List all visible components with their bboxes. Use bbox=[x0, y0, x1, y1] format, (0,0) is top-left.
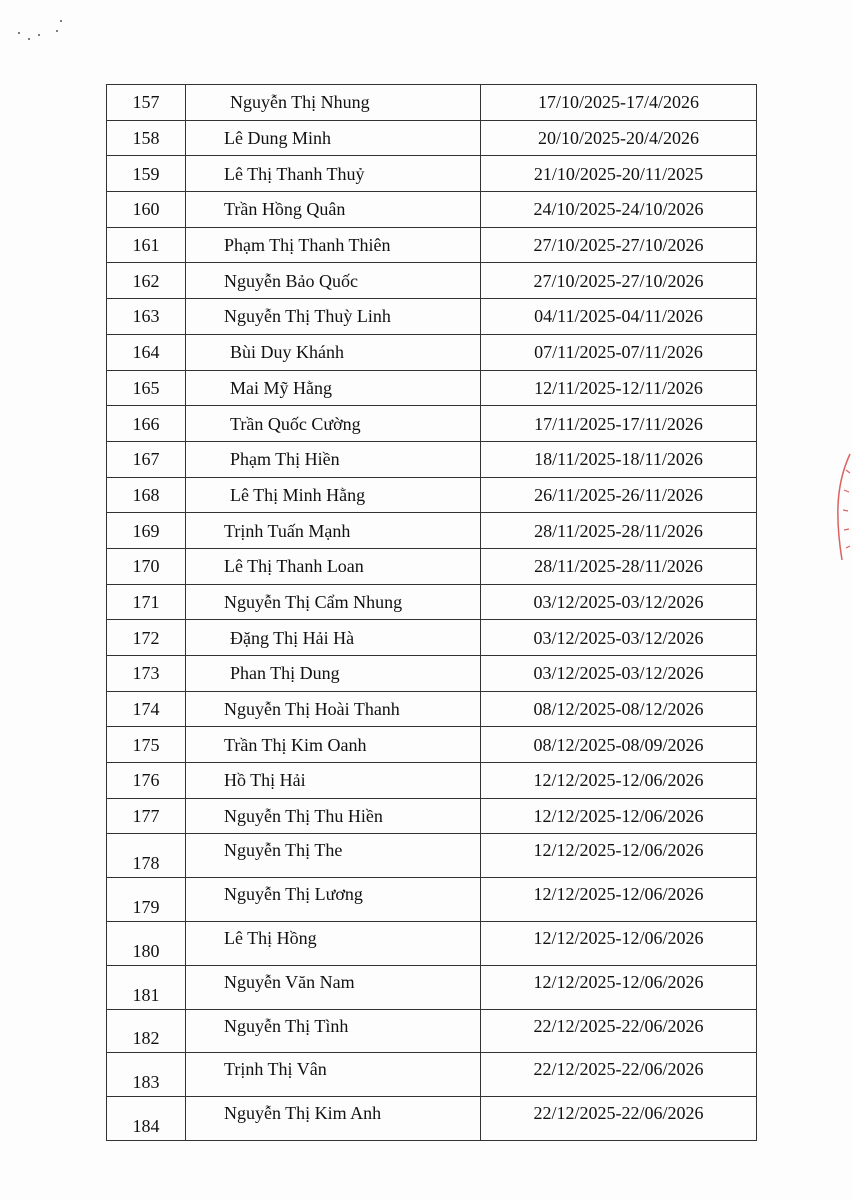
table-row bbox=[107, 263, 757, 299]
row-number-cell: 180 bbox=[107, 922, 186, 966]
period-cell: 27/10/2025-27/10/2026 bbox=[481, 263, 757, 299]
row-number-cell: 183 bbox=[107, 1053, 186, 1097]
person-name-cell: Lê Dung Minh bbox=[186, 120, 481, 156]
person-name-cell: Nguyễn Thị Nhung bbox=[186, 85, 481, 121]
period-cell: 12/11/2025-12/11/2026 bbox=[481, 370, 757, 406]
period-cell: 28/11/2025-28/11/2026 bbox=[481, 548, 757, 584]
person-name-cell: Trần Thị Kim Oanh bbox=[186, 727, 481, 763]
row-number-cell: 176 bbox=[107, 763, 186, 799]
person-name-cell: Nguyễn Thị Thuỳ Linh bbox=[186, 299, 481, 335]
row-number-cell: 161 bbox=[107, 227, 186, 263]
table-row bbox=[107, 922, 757, 966]
person-name-cell: Phan Thị Dung bbox=[186, 656, 481, 692]
person-name-cell: Trịnh Thị Vân bbox=[186, 1053, 481, 1097]
period-cell: 22/12/2025-22/06/2026 bbox=[481, 1053, 757, 1097]
row-number-cell: 171 bbox=[107, 584, 186, 620]
period-cell: 12/12/2025-12/06/2026 bbox=[481, 878, 757, 922]
row-number-cell: 159 bbox=[107, 156, 186, 192]
table-row bbox=[107, 620, 757, 656]
row-number-cell: 165 bbox=[107, 370, 186, 406]
period-cell: 28/11/2025-28/11/2026 bbox=[481, 513, 757, 549]
table-row bbox=[107, 727, 757, 763]
row-number-cell: 175 bbox=[107, 727, 186, 763]
period-cell: 18/11/2025-18/11/2026 bbox=[481, 441, 757, 477]
row-number-cell: 174 bbox=[107, 691, 186, 727]
table-row bbox=[107, 548, 757, 584]
period-cell: 12/12/2025-12/06/2026 bbox=[481, 834, 757, 878]
table-row bbox=[107, 513, 757, 549]
row-number-cell: 179 bbox=[107, 878, 186, 922]
row-number-cell: 166 bbox=[107, 406, 186, 442]
table-row bbox=[107, 334, 757, 370]
period-cell: 22/12/2025-22/06/2026 bbox=[481, 1097, 757, 1141]
person-name-cell: Trần Hồng Quân bbox=[186, 192, 481, 228]
row-number-cell: 167 bbox=[107, 441, 186, 477]
period-cell: 24/10/2025-24/10/2026 bbox=[481, 192, 757, 228]
table-row bbox=[107, 227, 757, 263]
period-cell: 12/12/2025-12/06/2026 bbox=[481, 763, 757, 799]
row-number-cell: 168 bbox=[107, 477, 186, 513]
person-name-cell: Nguyễn Thị Lương bbox=[186, 878, 481, 922]
row-number-cell: 184 bbox=[107, 1097, 186, 1141]
table-row bbox=[107, 878, 757, 922]
table-row bbox=[107, 1097, 757, 1141]
person-name-cell: Nguyễn Thị Kim Anh bbox=[186, 1097, 481, 1141]
period-cell: 12/12/2025-12/06/2026 bbox=[481, 922, 757, 966]
period-cell: 17/10/2025-17/4/2026 bbox=[481, 85, 757, 121]
person-name-cell: Phạm Thị Hiền bbox=[186, 441, 481, 477]
table-row bbox=[107, 1009, 757, 1053]
records-table bbox=[106, 84, 757, 1141]
person-name-cell: Trịnh Tuấn Mạnh bbox=[186, 513, 481, 549]
period-cell: 22/12/2025-22/06/2026 bbox=[481, 1009, 757, 1053]
period-cell: 03/12/2025-03/12/2026 bbox=[481, 584, 757, 620]
table-row bbox=[107, 763, 757, 799]
person-name-cell: Lê Thị Thanh Loan bbox=[186, 548, 481, 584]
row-number-cell: 182 bbox=[107, 1009, 186, 1053]
period-cell: 21/10/2025-20/11/2025 bbox=[481, 156, 757, 192]
person-name-cell: Nguyễn Thị Cẩm Nhung bbox=[186, 584, 481, 620]
person-name-cell: Nguyễn Thị Hoài Thanh bbox=[186, 691, 481, 727]
period-cell: 26/11/2025-26/11/2026 bbox=[481, 477, 757, 513]
period-cell: 03/12/2025-03/12/2026 bbox=[481, 656, 757, 692]
table-row bbox=[107, 477, 757, 513]
period-cell: 12/12/2025-12/06/2026 bbox=[481, 965, 757, 1009]
person-name-cell: Nguyễn Thị Thu Hiền bbox=[186, 798, 481, 834]
period-cell: 17/11/2025-17/11/2026 bbox=[481, 406, 757, 442]
row-number-cell: 172 bbox=[107, 620, 186, 656]
row-number-cell: 178 bbox=[107, 834, 186, 878]
row-number-cell: 173 bbox=[107, 656, 186, 692]
person-name-cell: Mai Mỹ Hằng bbox=[186, 370, 481, 406]
table-row bbox=[107, 299, 757, 335]
row-number-cell: 169 bbox=[107, 513, 186, 549]
period-cell: 20/10/2025-20/4/2026 bbox=[481, 120, 757, 156]
table-row bbox=[107, 1053, 757, 1097]
row-number-cell: 177 bbox=[107, 798, 186, 834]
records-table-container bbox=[106, 84, 756, 1141]
person-name-cell: Lê Thị Minh Hằng bbox=[186, 477, 481, 513]
person-name-cell: Lê Thị Thanh Thuỷ bbox=[186, 156, 481, 192]
person-name-cell: Hồ Thị Hải bbox=[186, 763, 481, 799]
records-table-body bbox=[107, 85, 757, 1141]
person-name-cell: Nguyễn Văn Nam bbox=[186, 965, 481, 1009]
row-number-cell: 160 bbox=[107, 192, 186, 228]
period-cell: 08/12/2025-08/12/2026 bbox=[481, 691, 757, 727]
period-cell: 04/11/2025-04/11/2026 bbox=[481, 299, 757, 335]
period-cell: 08/12/2025-08/09/2026 bbox=[481, 727, 757, 763]
table-row bbox=[107, 834, 757, 878]
table-row bbox=[107, 656, 757, 692]
table-row bbox=[107, 120, 757, 156]
table-row bbox=[107, 965, 757, 1009]
row-number-cell: 158 bbox=[107, 120, 186, 156]
person-name-cell: Đặng Thị Hải Hà bbox=[186, 620, 481, 656]
row-number-cell: 162 bbox=[107, 263, 186, 299]
person-name-cell: Nguyễn Thị The bbox=[186, 834, 481, 878]
person-name-cell: Phạm Thị Thanh Thiên bbox=[186, 227, 481, 263]
person-name-cell: Lê Thị Hồng bbox=[186, 922, 481, 966]
red-stamp-edge bbox=[828, 450, 852, 570]
row-number-cell: 164 bbox=[107, 334, 186, 370]
period-cell: 12/12/2025-12/06/2026 bbox=[481, 798, 757, 834]
person-name-cell: Trần Quốc Cường bbox=[186, 406, 481, 442]
period-cell: 07/11/2025-07/11/2026 bbox=[481, 334, 757, 370]
person-name-cell: Bùi Duy Khánh bbox=[186, 334, 481, 370]
table-row bbox=[107, 192, 757, 228]
table-row bbox=[107, 798, 757, 834]
period-cell: 27/10/2025-27/10/2026 bbox=[481, 227, 757, 263]
row-number-cell: 170 bbox=[107, 548, 186, 584]
row-number-cell: 181 bbox=[107, 965, 186, 1009]
table-row bbox=[107, 85, 757, 121]
person-name-cell: Nguyễn Bảo Quốc bbox=[186, 263, 481, 299]
scan-artifact bbox=[14, 18, 64, 46]
table-row bbox=[107, 584, 757, 620]
period-cell: 03/12/2025-03/12/2026 bbox=[481, 620, 757, 656]
row-number-cell: 163 bbox=[107, 299, 186, 335]
table-row bbox=[107, 691, 757, 727]
row-number-cell: 157 bbox=[107, 85, 186, 121]
table-row bbox=[107, 406, 757, 442]
table-row bbox=[107, 441, 757, 477]
person-name-cell: Nguyễn Thị Tình bbox=[186, 1009, 481, 1053]
table-row bbox=[107, 156, 757, 192]
table-row bbox=[107, 370, 757, 406]
